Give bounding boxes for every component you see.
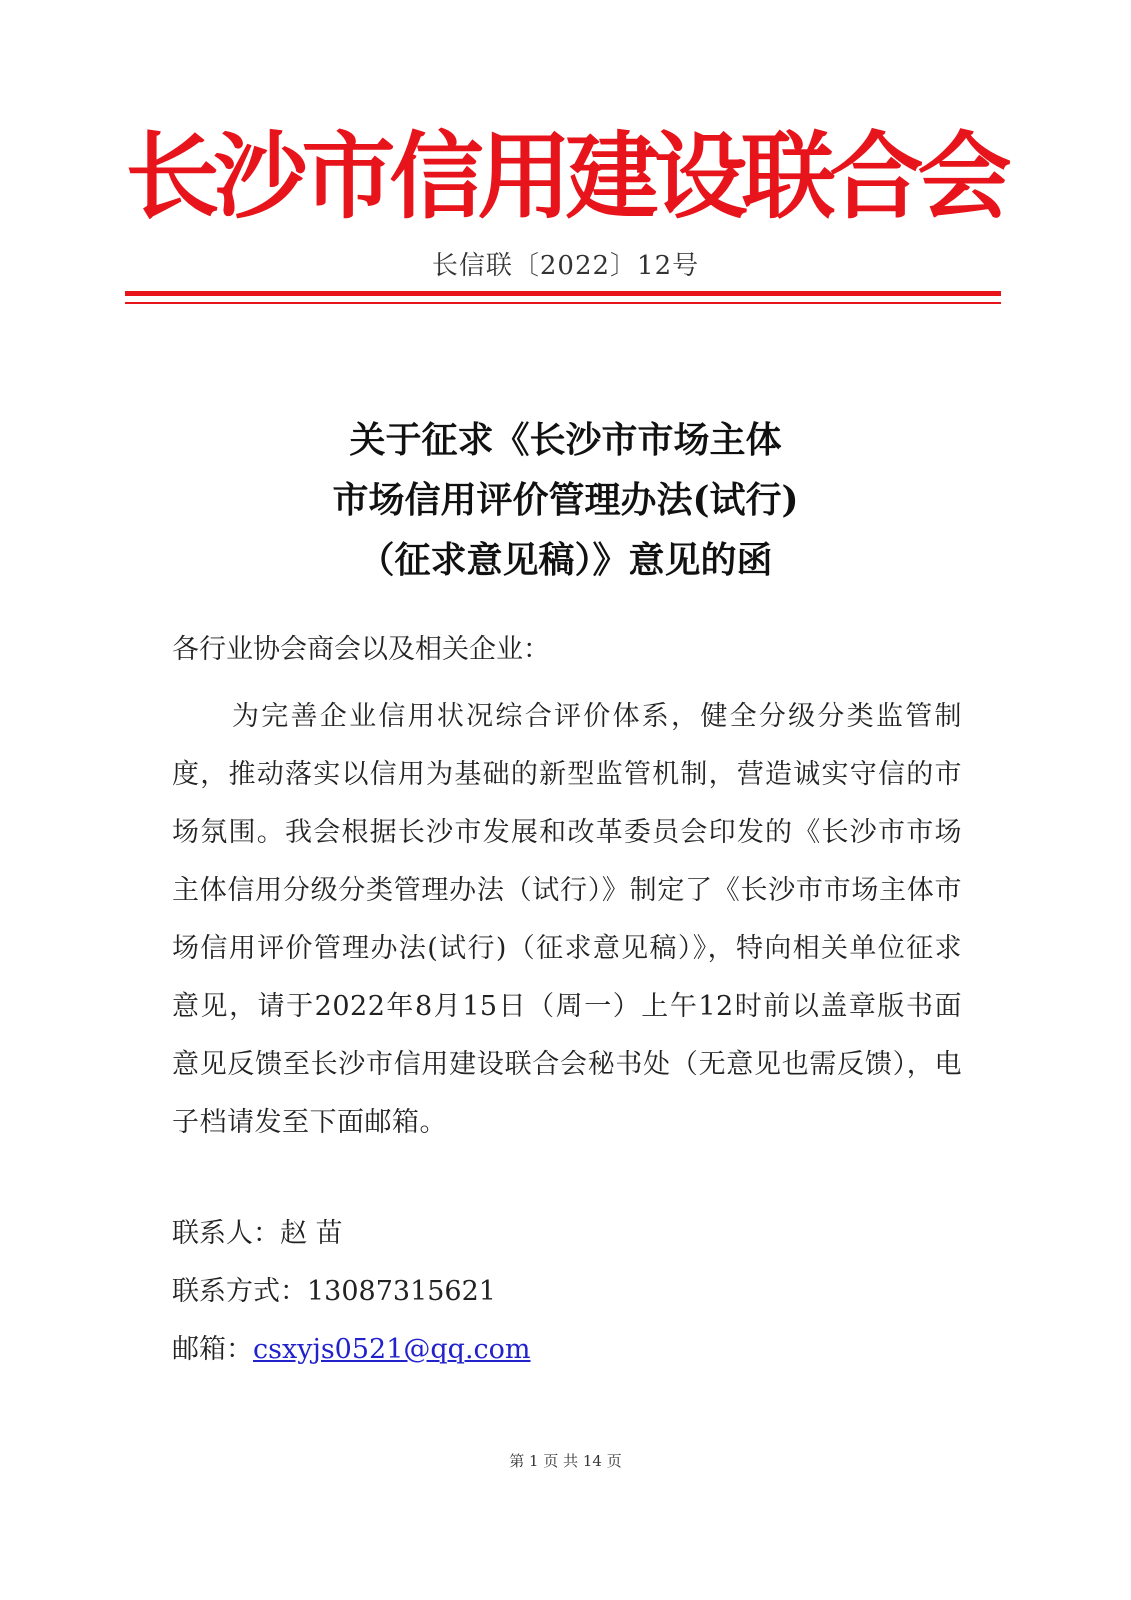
contact-phone-number: 13087315621: [307, 1276, 496, 1307]
email-link[interactable]: csxyjs0521@qq.com: [253, 1334, 531, 1365]
contact-phone-label: 联系方式：: [172, 1276, 307, 1307]
contact-email-label: 邮箱：: [172, 1334, 253, 1365]
red-rule-thick: [125, 291, 1001, 296]
contact-person-label: 联系人：: [172, 1218, 280, 1249]
page-footer: 第 1 页 共 14 页: [509, 1452, 622, 1470]
title-line-2: 市场信用评价管理办法(试行): [332, 479, 799, 521]
contact-person: [172, 1214, 343, 1254]
contact-person-name: 赵 苗: [280, 1218, 343, 1249]
contact-phone: [172, 1272, 496, 1312]
red-rule-thin: [125, 302, 1001, 304]
contact-email: [172, 1330, 531, 1370]
title-line-1: 关于征求《长沙市市场主体: [349, 419, 782, 461]
document-title: [0, 410, 1131, 590]
salutation: 各行业协会商会以及相关企业：: [172, 634, 550, 665]
body-paragraph: 为完善企业信用状况综合评价体系，健全分级分类监管制度，推动落实以信用为基础的新型监管机制，营造诚实守信的市场氛围。我会根据长沙市发展和改革委员会印发的《长沙市市场主体信用分级分类管理办法（试行）》制定了《长沙市市场主体市场信用评价管理办法(试行)（征求意见稿）》，特向相关单位征求意见，请于2022年8月15日（周一）上午12时前以盖章版书面意见反馈至长沙市信用建设联合会秘书处（无意见也需反馈），电子档请发至下面邮箱。: [172, 701, 962, 1138]
letterhead-org-name: 长沙市信用建设联合会: [125, 122, 1006, 232]
title-line-3: （征求意见稿）》意见的函: [358, 539, 773, 581]
document-number: 长信联〔2022〕12号: [431, 251, 700, 281]
